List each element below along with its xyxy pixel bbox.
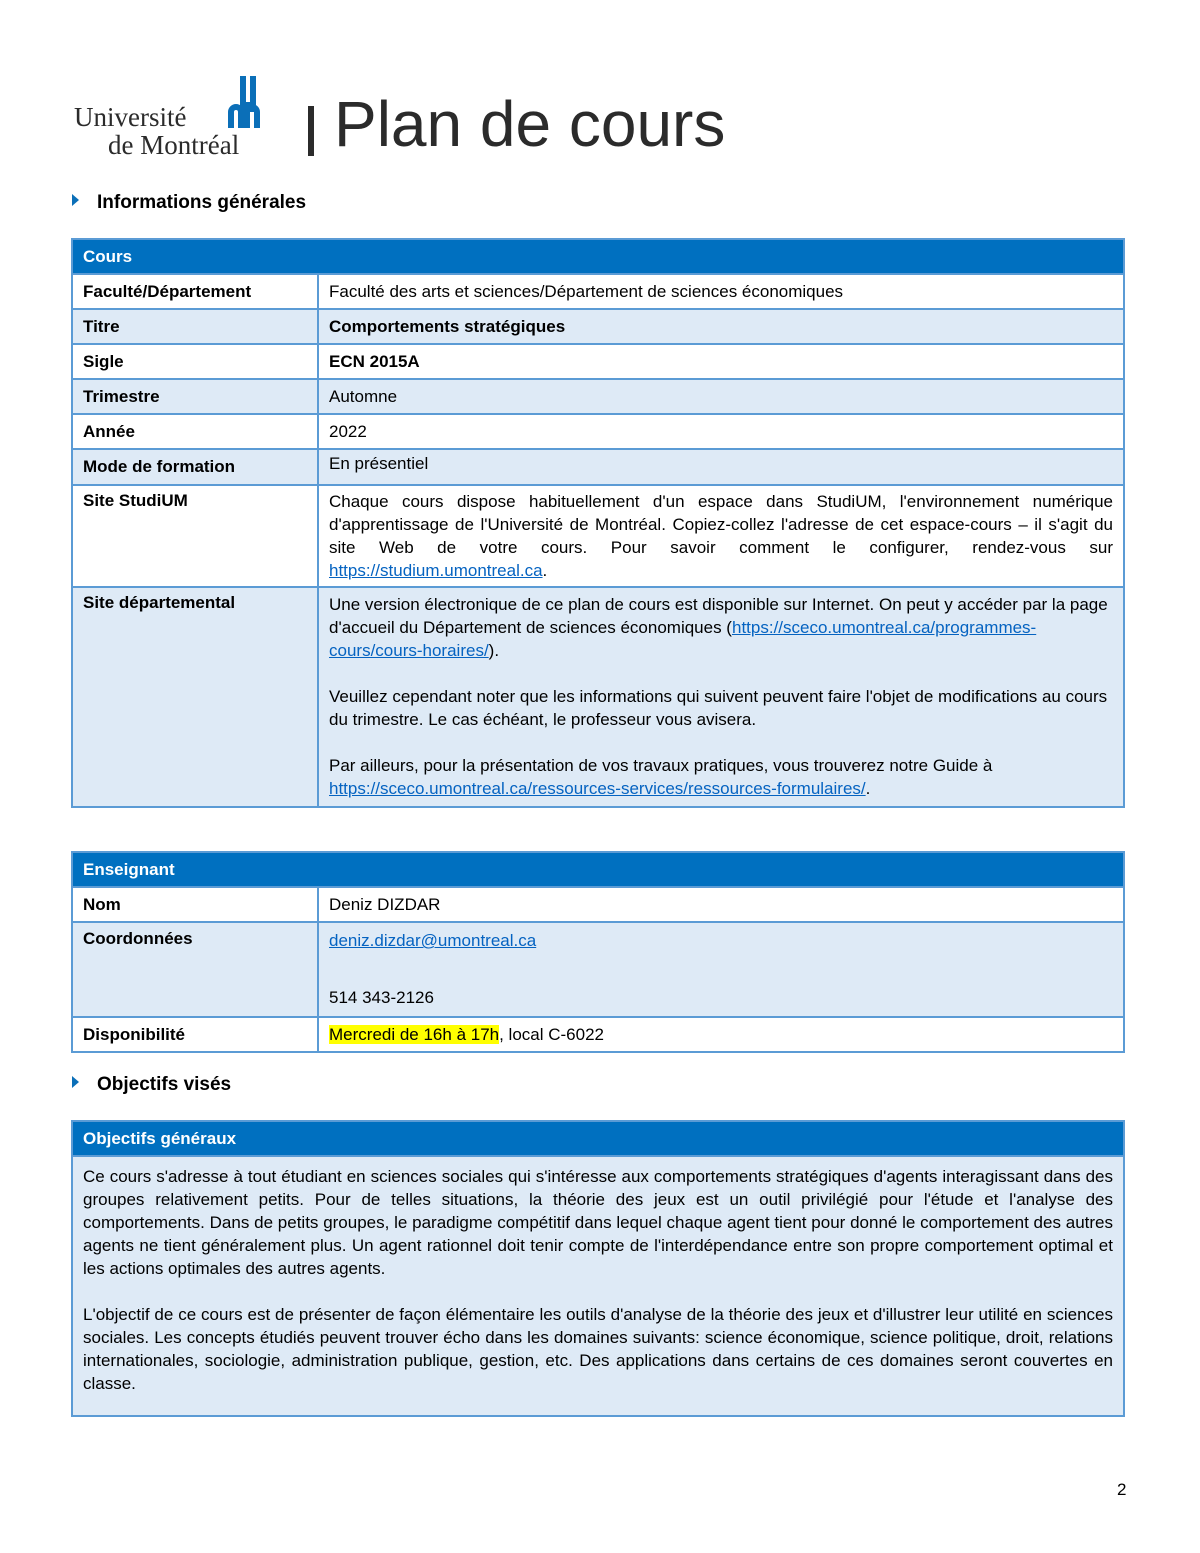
table-row [72,1017,1124,1052]
teacher-availability [318,1017,1124,1052]
page-title: Plan de cours [334,88,726,160]
dept-courses-link[interactable]: https://sceco.umontreal.ca/programmes-cours/cours-horaires/ [329,618,1037,660]
table-row [72,344,1124,379]
page-number: 2 [1117,1480,1127,1499]
row-value: Faculté des arts et sciences/Département de sciences économiques [318,274,1124,309]
dept-resources-link[interactable]: https://sceco.umontreal.ca/ressources-services/ressources-formulaires/ [329,779,866,798]
availability-room: , local C-6022 [499,1024,604,1044]
um-emblem-icon [224,74,272,130]
row-label: Site StudiUM [72,485,318,587]
row-value: Automne [318,379,1124,414]
teacher-contact [318,922,1124,1017]
dept-paragraph-1 [329,593,1113,662]
row-label: Nom [72,887,318,922]
logo-line-1: Université [74,102,187,132]
course-table [71,238,1125,808]
row-label: Faculté/Département [72,274,318,309]
table-row [72,1156,1124,1416]
dept-site-description [318,587,1124,807]
table-row [72,274,1124,309]
course-code-value: ECN 2015A [318,344,1124,379]
teacher-table-header: Enseignant [72,852,1124,887]
dept-p1-after: ). [488,641,500,660]
row-value: 2022 [318,414,1124,449]
row-label: Site départemental [72,587,318,807]
row-label: Mode de formation [72,449,318,485]
section-heading-label: Objectifs visés [97,1074,232,1095]
teacher-phone: 514 343-2126 [329,988,434,1007]
table-row [72,887,1124,922]
triangle-bullet-icon [72,1076,79,1088]
table-row [72,449,1124,485]
studium-text: Chaque cours dispose habituellement d'un espace dans StudiUM, l'environnement numérique d'apprentissage de l'Université de Montréal. Copiez-collez l'adresse de cet espace-cours – il s'agit du site Web de votre cours. Pour savoir comment le configurer, rendez-vous sur [329,492,1113,557]
logo-line-2: de Montréal [108,130,240,160]
dept-paragraph-3 [329,754,1113,800]
course-table-header: Cours [72,239,1124,274]
section-heading-objectives [72,1074,231,1096]
triangle-bullet-icon [72,194,79,206]
row-label: Sigle [72,344,318,379]
table-row [72,485,1124,587]
studium-link[interactable]: https://studium.umontreal.ca [329,561,543,580]
row-label: Trimestre [72,379,318,414]
dept-p3-after: . [865,779,871,798]
studium-after: . [542,561,548,580]
table-row [72,587,1124,807]
table-row [72,309,1124,344]
objectives-paragraph-2: L'objectif de ce cours est de présenter de façon élémentaire les outils d'analyse de la théorie des jeux et d'illustrer leur utilité en sciences sociales. Les concepts étudiés peuvent trouver écho dans les domaines suivants: science économique, science politique, droit, relations internationales, sociologie, administration publique, gestion, etc. Des applications dans certains de ces domaines seront couvertes en classe. [83,1305,1113,1393]
objectives-table [71,1120,1125,1417]
teacher-email-link[interactable]: deniz.dizdar@umontreal.ca [329,931,537,950]
objectives-body [72,1156,1124,1416]
table-row [72,414,1124,449]
row-value: En présentiel [318,449,1124,485]
dept-paragraph-2: Veuillez cependant noter que les informations qui suivent peuvent faire l'objet de modifications au cours du trimestre. Le cas échéant, le professeur vous avisera. [329,687,1108,729]
title-divider [308,106,314,156]
section-heading-general [72,192,306,214]
section-heading-label: Informations générales [97,192,307,213]
objectives-paragraph-1: Ce cours s'adresse à tout étudiant en sciences sociales qui s'intéresse aux comportements stratégiques d'agents interagissant dans des groupes relativement petits. Pour de telles situations, la théorie des jeux est un outil privilégié pour l'étude et l'analyse des comportements. Dans de petits groupes, le paradigme compétitif dans lequel chaque agent tient pour donné le comportement des autres agents ne tient généralement plus. Un agent rationnel doit tenir compte de l'interdépendance entre son propre comportement optimal et les actions optimales des autres agents. [83,1167,1113,1278]
row-label: Titre [72,309,318,344]
dept-p1-text: Une version électronique de ce plan de cours est disponible sur Internet. On peut y accéder par la page d'accueil du Département de sciences économiques ( [329,595,1108,637]
row-label: Disponibilité [72,1017,318,1052]
teacher-table [71,851,1125,1053]
universite-de-montreal-logo [72,72,282,162]
dept-p3-text: Par ailleurs, pour la présentation de vos travaux pratiques, vous trouverez notre Guide à [329,756,993,775]
table-row [72,922,1124,1017]
studium-description [318,485,1124,587]
availability-highlight: Mercredi de 16h à 17h [329,1024,500,1044]
document-header [72,72,832,162]
row-label: Coordonnées [72,922,318,1017]
teacher-name: Deniz DIZDAR [318,887,1124,922]
row-label: Année [72,414,318,449]
course-title-value: Comportements stratégiques [318,309,1124,344]
objectives-table-header: Objectifs généraux [72,1121,1124,1156]
table-row [72,379,1124,414]
